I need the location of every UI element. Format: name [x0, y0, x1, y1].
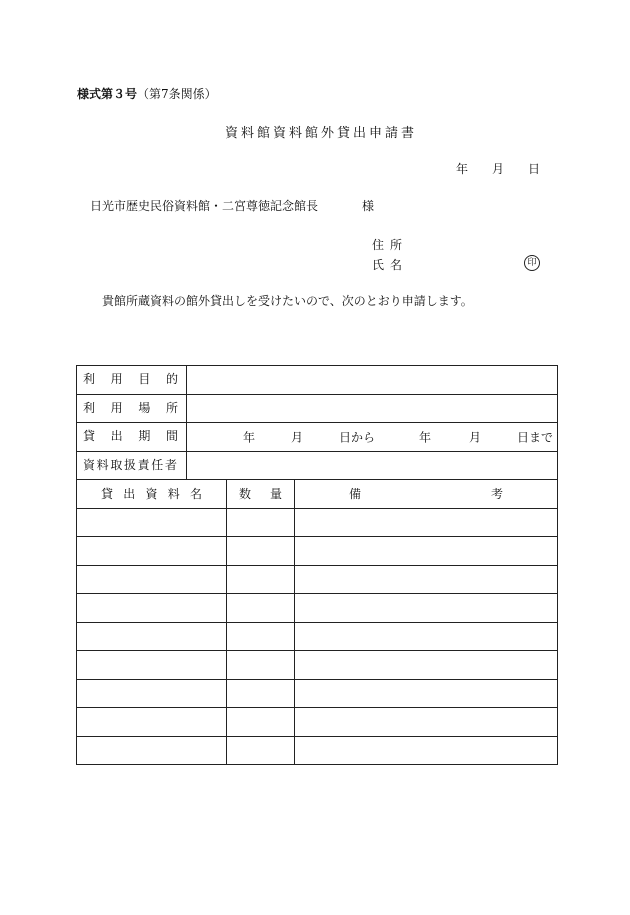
quantity-cell[interactable]	[227, 594, 295, 623]
item-rows	[77, 508, 558, 765]
item-name-cell[interactable]	[77, 651, 227, 680]
period-end-month: 月	[469, 430, 482, 444]
quantity-cell[interactable]	[227, 679, 295, 708]
item-name-cell[interactable]	[77, 622, 227, 651]
date-year: 年	[456, 162, 469, 176]
item-name-cell[interactable]	[77, 708, 227, 737]
label-char: 用	[110, 400, 123, 415]
item-name-cell[interactable]	[77, 508, 227, 537]
table-row	[77, 651, 558, 680]
place-field[interactable]	[187, 395, 557, 423]
label-char: 料	[167, 487, 180, 502]
remarks-cell[interactable]	[295, 537, 558, 566]
label-char: 利	[83, 400, 96, 415]
label-char: 数	[239, 487, 252, 502]
label-char: 出	[110, 429, 123, 443]
period-row	[77, 423, 558, 452]
remarks-cell[interactable]	[295, 679, 558, 708]
place-label	[77, 395, 187, 423]
table-row	[77, 508, 558, 537]
label-char: 資	[145, 487, 158, 502]
label-char: 者	[164, 457, 178, 472]
form-number-bold: 様式第３号	[77, 87, 138, 101]
quantity-cell[interactable]	[227, 537, 295, 566]
addressee: 日光市歴史民俗資料館・二宮尊徳記念館長	[90, 199, 319, 213]
purpose-row	[77, 366, 558, 395]
label-char: 取	[110, 457, 124, 472]
item-name-cell[interactable]	[77, 537, 227, 566]
label-char: 名	[189, 487, 202, 502]
item-name-cell[interactable]	[77, 565, 227, 594]
header-item-name	[77, 480, 227, 509]
remarks-cell[interactable]	[295, 651, 558, 680]
purpose-field[interactable]	[187, 366, 557, 394]
form-number	[77, 85, 217, 102]
label-char: 責	[137, 457, 151, 472]
seal-mark: 印	[524, 255, 540, 271]
table-row	[77, 537, 558, 566]
period-end-day: 日まで	[517, 430, 554, 444]
date-month: 月	[492, 162, 505, 176]
period-start-month: 月	[291, 430, 304, 444]
request-statement: 貴館所蔵資料の館外貸出しを受けたいので、次のとおり申請します。	[102, 294, 473, 308]
table-row	[77, 565, 558, 594]
remarks-cell[interactable]	[295, 508, 558, 537]
label-char: 扱	[123, 457, 137, 472]
label-char: 料	[96, 457, 110, 472]
label-char: 場	[138, 400, 151, 415]
date-day: 日	[528, 162, 541, 176]
application-table	[76, 365, 558, 765]
manager-label	[77, 452, 187, 480]
quantity-cell[interactable]	[227, 651, 295, 680]
table-row	[77, 736, 558, 765]
label-char: 任	[151, 457, 165, 472]
item-name-cell[interactable]	[77, 679, 227, 708]
table-row	[77, 622, 558, 651]
item-name-cell[interactable]	[77, 736, 227, 765]
label-char: 的	[165, 372, 178, 386]
label-char: 期	[138, 429, 151, 443]
honorific: 様	[362, 199, 375, 213]
quantity-cell[interactable]	[227, 622, 295, 651]
header-remarks	[295, 480, 558, 509]
manager-row	[77, 451, 558, 480]
remarks-cell[interactable]	[295, 708, 558, 737]
label-char: 量	[269, 487, 282, 502]
label-char: 考	[490, 487, 503, 502]
place-row	[77, 394, 558, 423]
header-quantity	[227, 480, 295, 509]
page-title: 資料館資料館外貸出申請書	[224, 126, 417, 141]
label-char: 間	[165, 429, 178, 443]
label-char: 出	[123, 487, 136, 502]
item-name-cell[interactable]	[77, 594, 227, 623]
quantity-cell[interactable]	[227, 708, 295, 737]
label-char: 資	[83, 457, 97, 472]
items-header-row	[77, 480, 558, 509]
period-start-year: 年	[243, 430, 256, 444]
label-char: 備	[349, 487, 362, 502]
remarks-cell[interactable]	[295, 594, 558, 623]
remarks-cell[interactable]	[295, 622, 558, 651]
label-char: 用	[110, 372, 123, 386]
period-end-year: 年	[419, 430, 432, 444]
remarks-cell[interactable]	[295, 565, 558, 594]
manager-field[interactable]	[187, 452, 557, 480]
label-char: 所	[165, 400, 178, 415]
table-row	[77, 679, 558, 708]
label-char: 目	[138, 372, 151, 386]
form-number-clause: （第7条関係）	[137, 87, 217, 101]
remarks-cell[interactable]	[295, 736, 558, 765]
label-char: 貸	[101, 487, 114, 502]
label-char: 貸	[83, 429, 96, 443]
name-label: 氏名	[372, 258, 409, 272]
table-row	[77, 708, 558, 737]
table-row	[77, 594, 558, 623]
label-char: 利	[83, 372, 96, 386]
period-label	[77, 423, 187, 451]
quantity-cell[interactable]	[227, 565, 295, 594]
address-label: 住所	[372, 238, 409, 252]
quantity-cell[interactable]	[227, 736, 295, 765]
quantity-cell[interactable]	[227, 508, 295, 537]
period-start-day: 日から	[339, 430, 376, 444]
period-field[interactable]	[187, 423, 557, 450]
purpose-label	[77, 366, 187, 394]
